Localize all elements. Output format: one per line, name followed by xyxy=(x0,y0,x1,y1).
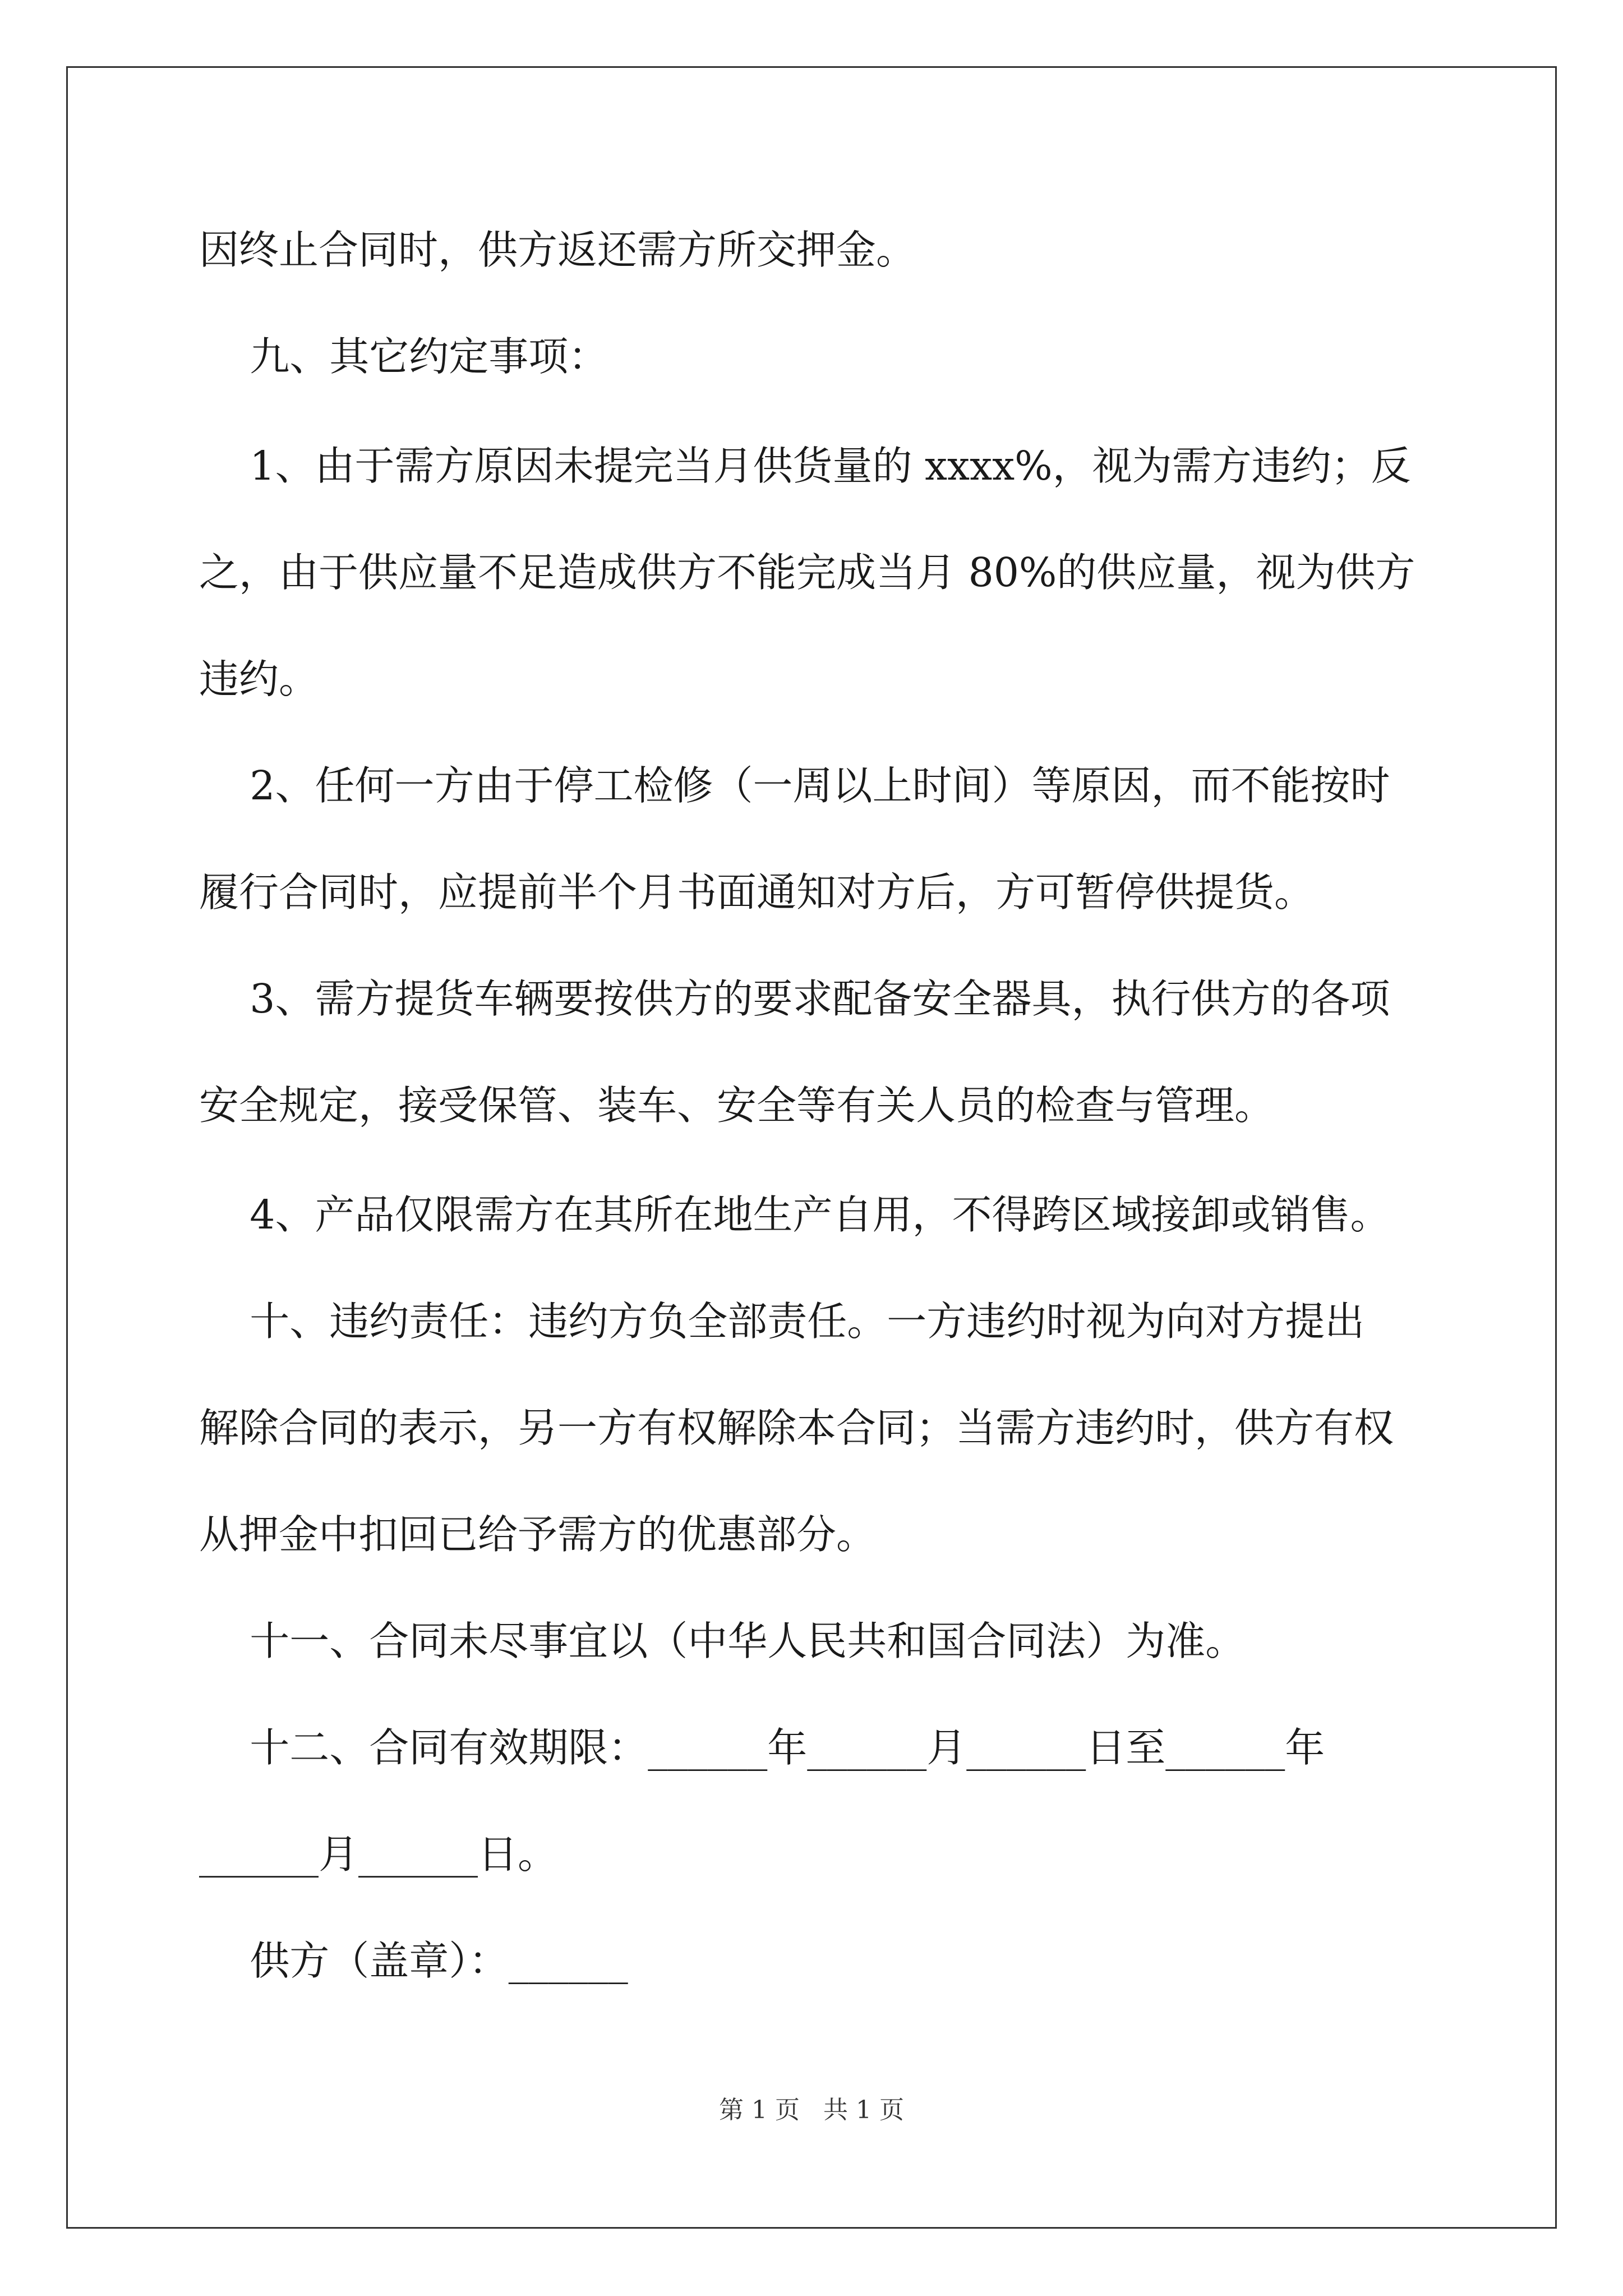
doc-line-9: 安全规定，接受保管、装车、安全等有关人员的检查与管理。 xyxy=(199,1082,1275,1129)
doc-line-12: 解除合同的表示，另一方有权解除本合同；当需方违约时，供方有权 xyxy=(199,1405,1394,1451)
doc-line-16: ______月______日。 xyxy=(199,1831,558,1878)
doc-line-13: 从押金中扣回已给予需方的优惠部分。 xyxy=(199,1511,877,1558)
doc-line-8: 3、需方提货车辆要按供方的要求配备安全器具，执行供方的各项 xyxy=(199,976,1390,1022)
doc-line-17: 供方（盖章）：______ xyxy=(199,1938,628,1984)
doc-line-10: 4、产品仅限需方在其所在地生产自用，不得跨区域接卸或销售。 xyxy=(199,1191,1390,1238)
doc-line-7: 履行合同时，应提前半个月书面通知对方后，方可暂停供提货。 xyxy=(199,869,1315,915)
doc-line-5: 违约。 xyxy=(199,656,319,702)
doc-line-3: 1、由于需方原因未提完当月供货量的 xxxx%，视为需方违约；反 xyxy=(199,443,1411,489)
doc-line-11: 十、违约责任：违约方负全部责任。一方违约时视为向对方提出 xyxy=(199,1298,1365,1345)
doc-line-4: 之，由于供应量不足造成供方不能完成当月 80%的供应量，视为供方 xyxy=(199,549,1415,596)
doc-line-2: 九、其它约定事项： xyxy=(199,333,608,380)
doc-line-14: 十一、合同未尽事宜以（中华人民共和国合同法）为准。 xyxy=(199,1618,1246,1664)
page-border xyxy=(66,66,1557,2229)
doc-line-15: 十二、合同有效期限：______年______月______日至______年 xyxy=(199,1724,1325,1771)
doc-line-6: 2、任何一方由于停工检修（一周以上时间）等原因，而不能按时 xyxy=(199,762,1390,809)
page-footer: 第 1 页 共 1 页 xyxy=(719,2096,904,2124)
doc-line-1: 因终止合同时，供方返还需方所交押金。 xyxy=(199,227,916,273)
